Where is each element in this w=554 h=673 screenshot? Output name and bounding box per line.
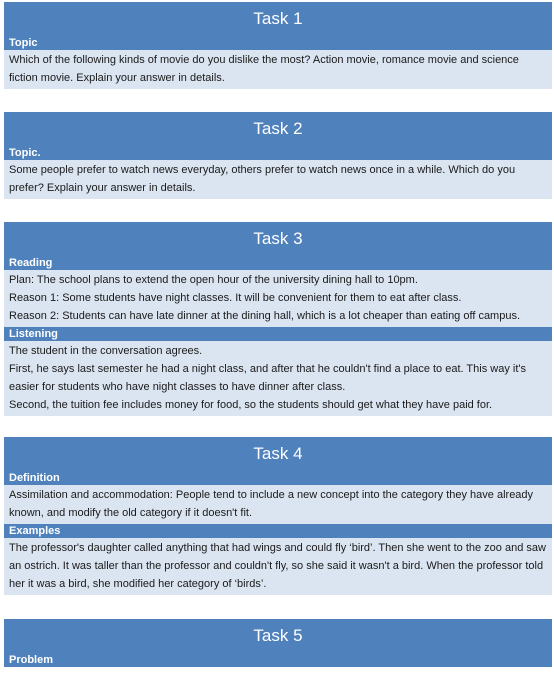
task-1-title: Task 1 — [4, 2, 552, 36]
task-4-title: Task 4 — [4, 437, 552, 471]
task-1-topic-body — [4, 50, 552, 89]
task-4-examples-body — [4, 538, 552, 595]
task-3-listening-line: Second, the tuition fee includes money for food, so the students should get what they have paid for. — [9, 399, 493, 411]
task-4-examples-text: The professor's daughter called anything that had wings and could fly ‘bird’. Then she went to the zoo and saw an ostrich. It was taller than the professor and couldn't fly, so she said it wasn't a bird. When the professor told her it was a bird, she modified her category of ‘birds’. — [9, 542, 546, 590]
task-3-listening-label: Listening — [4, 327, 552, 341]
task-3-card — [4, 222, 552, 416]
task-5-title: Task 5 — [4, 619, 552, 653]
task-1-topic-label: Topic — [4, 36, 552, 50]
task-4-definition-body — [4, 485, 552, 524]
task-5-problem-label: Problem — [4, 653, 552, 667]
task-3-listening-line: The student in the conversation agrees. — [9, 345, 203, 357]
task-4-definition-label: Definition — [4, 471, 552, 485]
task-1-topic-text: Which of the following kinds of movie do you dislike the most? Action movie, romance movie and science fiction movie. Explain your answer in details. — [9, 54, 519, 84]
task-3-reading-label: Reading — [4, 256, 552, 270]
task-3-listening-body — [4, 341, 552, 416]
task-3-reading-body — [4, 270, 552, 327]
task-3-reading-line: Reason 2: Students can have late dinner at the dining hall, which is a lot cheaper than eating off campus. — [9, 310, 521, 322]
task-3-reading-line: Plan: The school plans to extend the open hour of the university dining hall to 10pm. — [9, 274, 418, 286]
task-1-card — [4, 2, 552, 89]
task-4-definition-text: Assimilation and accommodation: People tend to include a new concept into the category they have already known, and modify the old category if it doesn't fit. — [9, 489, 534, 519]
task-4-card — [4, 437, 552, 595]
task-3-title: Task 3 — [4, 222, 552, 256]
task-3-reading-line: Reason 1: Some students have night classes. It will be convenient for them to eat after class. — [9, 292, 462, 304]
task-2-card — [4, 112, 552, 199]
task-4-examples-label: Examples — [4, 524, 552, 538]
task-2-title: Task 2 — [4, 112, 552, 146]
task-2-topic-label: Topic. — [4, 146, 552, 160]
task-2-topic-body — [4, 160, 552, 199]
task-2-topic-text: Some people prefer to watch news everyday, others prefer to watch news once in a while. Which do you prefer? Explain your answer in details. — [9, 164, 516, 194]
task-3-listening-line: First, he says last semester he had a night class, and after that he couldn't find a place to eat. This way it's easier for students who have night classes to have dinner after class. — [9, 363, 526, 393]
task-5-card — [4, 619, 552, 667]
